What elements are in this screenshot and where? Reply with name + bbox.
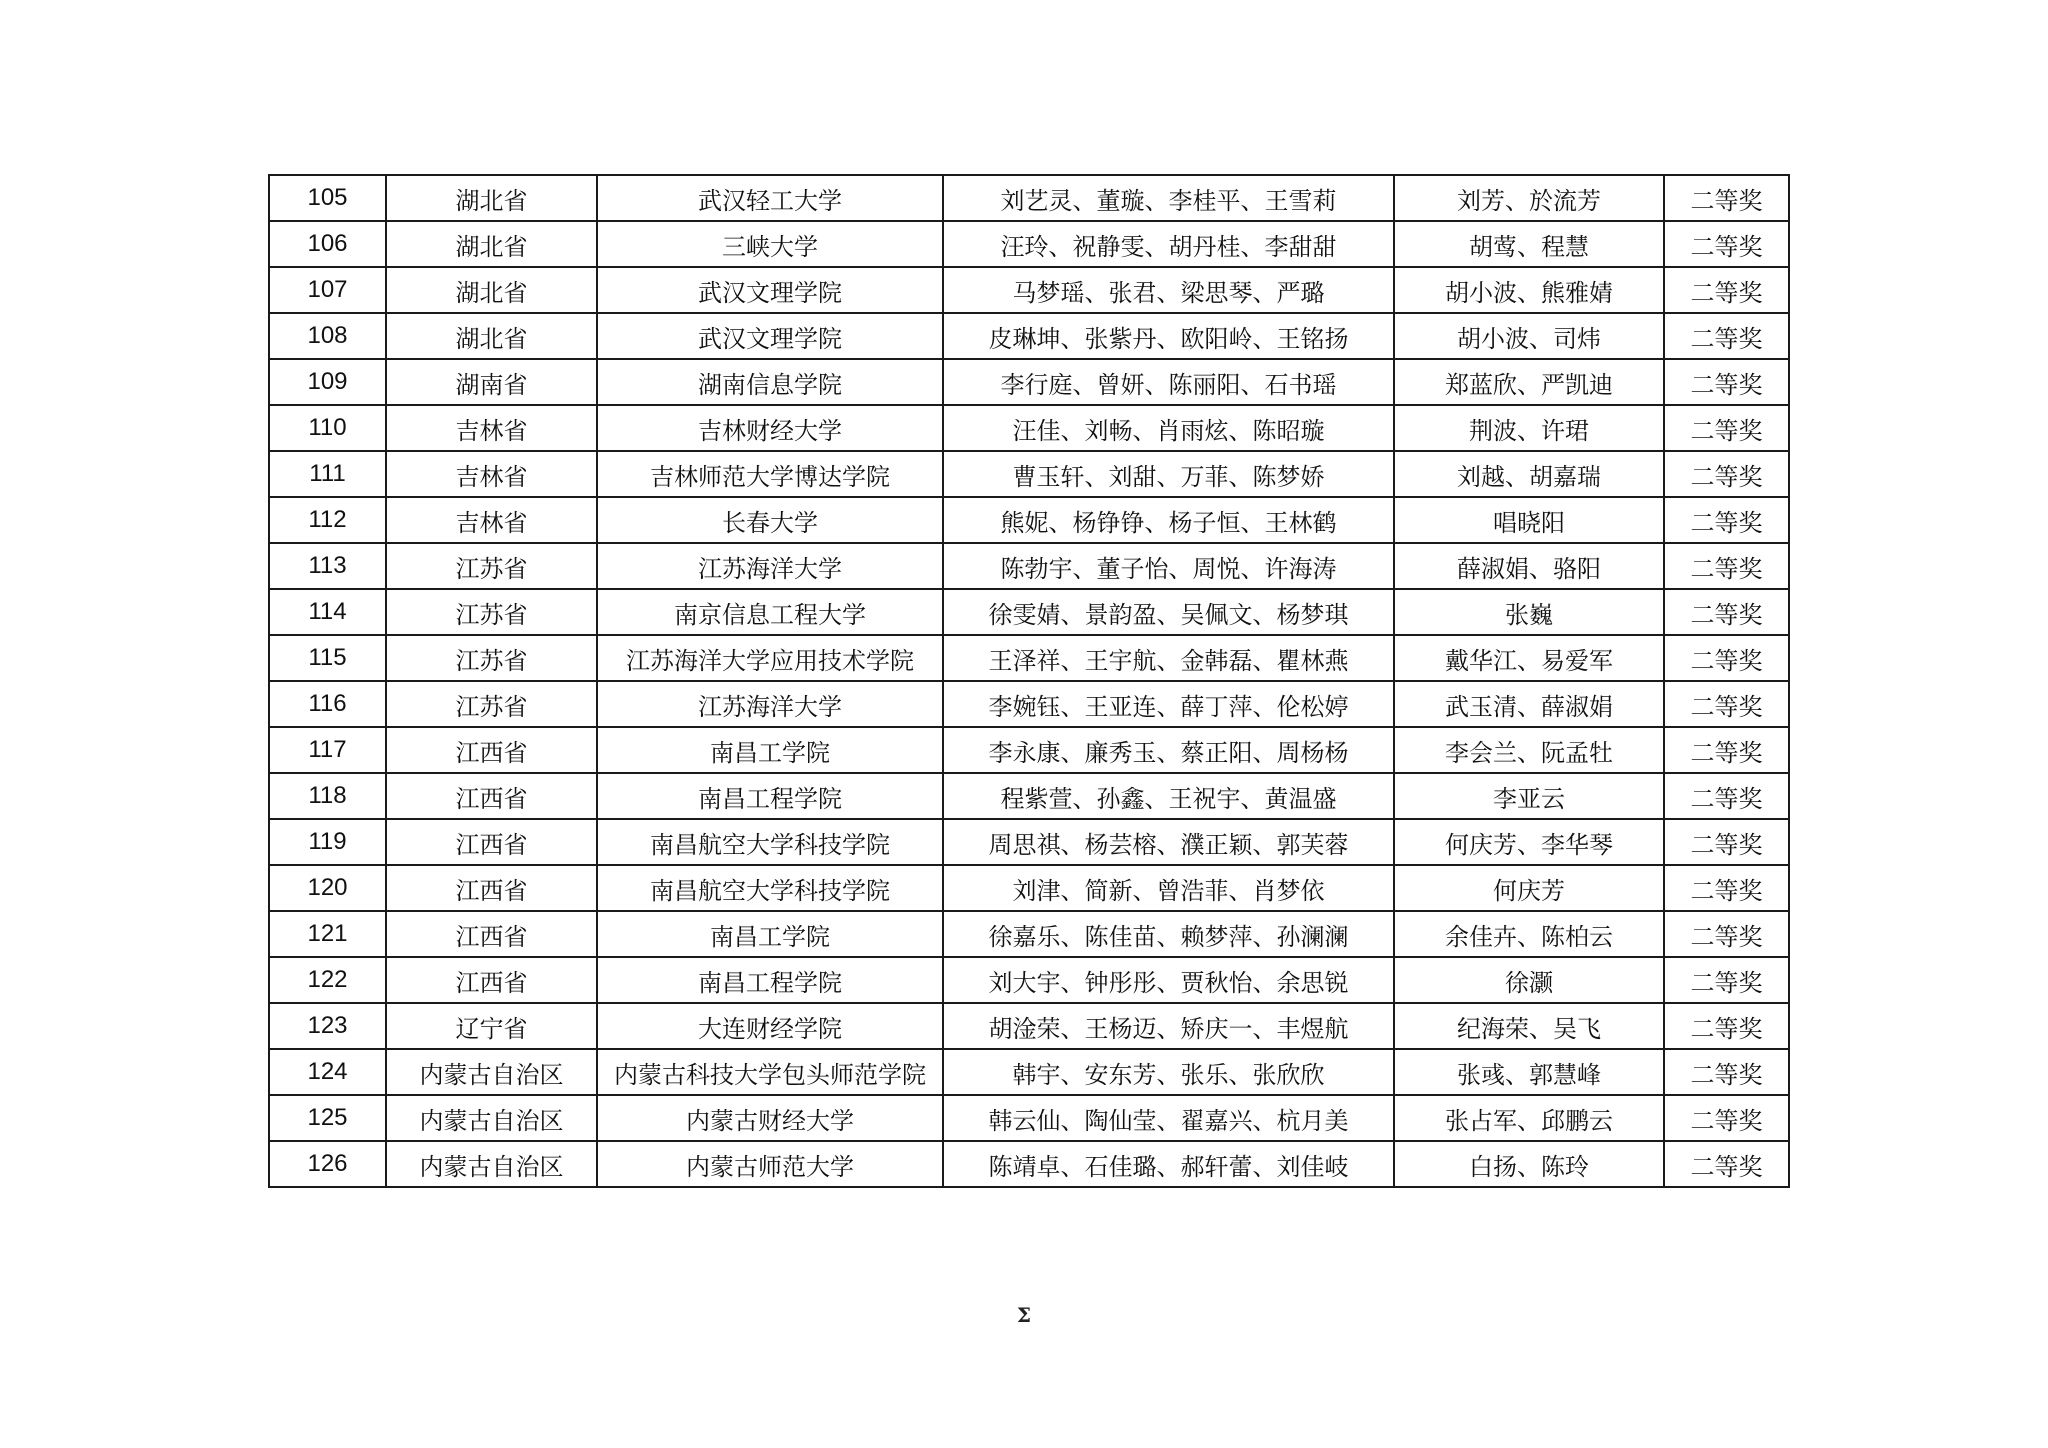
province-cell: 内蒙古自治区 [386,1049,597,1095]
school-cell: 吉林财经大学 [597,405,943,451]
province-cell: 湖北省 [386,175,597,221]
table-row [269,819,1789,865]
row-number: 121 [269,911,386,957]
award-cell: 二等奖 [1664,1141,1789,1187]
province-cell: 江苏省 [386,635,597,681]
award-cell: 二等奖 [1664,819,1789,865]
row-number: 116 [269,681,386,727]
province-cell: 江苏省 [386,543,597,589]
students-cell: 王泽祥、王宇航、金韩磊、瞿林燕 [943,635,1394,681]
school-cell: 武汉文理学院 [597,313,943,359]
award-cell: 二等奖 [1664,405,1789,451]
students-cell: 李婉钰、王亚连、薛丁萍、伦松婷 [943,681,1394,727]
award-cell: 二等奖 [1664,1049,1789,1095]
province-cell: 湖北省 [386,267,597,313]
province-cell: 湖北省 [386,221,597,267]
advisors-cell: 李会兰、阮孟牡 [1394,727,1664,773]
students-cell: 刘大宇、钟彤彤、贾秋怡、余思锐 [943,957,1394,1003]
row-number: 120 [269,865,386,911]
table-row [269,957,1789,1003]
students-cell: 刘艺灵、董璇、李桂平、王雪莉 [943,175,1394,221]
advisors-cell: 胡小波、熊雅婧 [1394,267,1664,313]
province-cell: 江西省 [386,819,597,865]
province-cell: 江西省 [386,957,597,1003]
advisors-cell: 白扬、陈玲 [1394,1141,1664,1187]
province-cell: 江西省 [386,911,597,957]
school-cell: 内蒙古财经大学 [597,1095,943,1141]
award-cell: 二等奖 [1664,359,1789,405]
advisors-cell: 郑蓝欣、严凯迪 [1394,359,1664,405]
award-cell: 二等奖 [1664,267,1789,313]
table-row [269,773,1789,819]
students-cell: 刘津、简新、曾浩菲、肖梦依 [943,865,1394,911]
students-cell: 徐嘉乐、陈佳苗、赖梦萍、孙澜澜 [943,911,1394,957]
school-cell: 内蒙古科技大学包头师范学院 [597,1049,943,1095]
school-cell: 南昌航空大学科技学院 [597,819,943,865]
row-number: 118 [269,773,386,819]
students-cell: 曹玉轩、刘甜、万菲、陈梦娇 [943,451,1394,497]
table-row [269,313,1789,359]
award-cell: 二等奖 [1664,865,1789,911]
row-number: 108 [269,313,386,359]
school-cell: 武汉轻工大学 [597,175,943,221]
students-cell: 汪佳、刘畅、肖雨炫、陈昭璇 [943,405,1394,451]
school-cell: 南京信息工程大学 [597,589,943,635]
students-cell: 韩宇、安东芳、张乐、张欣欣 [943,1049,1394,1095]
row-number: 111 [269,451,386,497]
advisors-cell: 刘越、胡嘉瑞 [1394,451,1664,497]
school-cell: 湖南信息学院 [597,359,943,405]
advisors-cell: 刘芳、於流芳 [1394,175,1664,221]
award-cell: 二等奖 [1664,221,1789,267]
row-number: 126 [269,1141,386,1187]
table-row [269,543,1789,589]
province-cell: 吉林省 [386,405,597,451]
school-cell: 大连财经学院 [597,1003,943,1049]
table-row [269,405,1789,451]
advisors-cell: 张巍 [1394,589,1664,635]
students-cell: 李永康、廉秀玉、蔡正阳、周杨杨 [943,727,1394,773]
award-cell: 二等奖 [1664,589,1789,635]
school-cell: 南昌工学院 [597,727,943,773]
advisors-cell: 戴华江、易爱军 [1394,635,1664,681]
table-row [269,359,1789,405]
table-row [269,589,1789,635]
row-number: 110 [269,405,386,451]
row-number: 122 [269,957,386,1003]
students-cell: 熊妮、杨铮铮、杨子恒、王林鹤 [943,497,1394,543]
province-cell: 吉林省 [386,451,597,497]
advisors-cell: 武玉清、薛淑娟 [1394,681,1664,727]
row-number: 123 [269,1003,386,1049]
row-number: 124 [269,1049,386,1095]
advisors-cell: 何庆芳、李华琴 [1394,819,1664,865]
province-cell: 江苏省 [386,589,597,635]
row-number: 117 [269,727,386,773]
advisors-cell: 薛淑娟、骆阳 [1394,543,1664,589]
students-cell: 皮琳坤、张紫丹、欧阳岭、王铭扬 [943,313,1394,359]
table-row [269,451,1789,497]
advisors-cell: 余佳卉、陈柏云 [1394,911,1664,957]
table-row [269,1003,1789,1049]
row-number: 106 [269,221,386,267]
province-cell: 湖南省 [386,359,597,405]
province-cell: 内蒙古自治区 [386,1095,597,1141]
advisors-cell: 纪海荣、吴飞 [1394,1003,1664,1049]
advisors-cell: 张占军、邱鹏云 [1394,1095,1664,1141]
award-cell: 二等奖 [1664,911,1789,957]
school-cell: 吉林师范大学博达学院 [597,451,943,497]
table-row [269,1141,1789,1187]
province-cell: 江西省 [386,727,597,773]
table-row [269,681,1789,727]
table-row [269,1049,1789,1095]
students-cell: 胡淦荣、王杨迈、矫庆一、丰煜航 [943,1003,1394,1049]
award-cell: 二等奖 [1664,1095,1789,1141]
province-cell: 江西省 [386,865,597,911]
table-row [269,727,1789,773]
award-cell: 二等奖 [1664,681,1789,727]
row-number: 105 [269,175,386,221]
award-table [268,174,1790,1188]
table-row [269,635,1789,681]
row-number: 114 [269,589,386,635]
advisors-cell: 张彧、郭慧峰 [1394,1049,1664,1095]
award-cell: 二等奖 [1664,451,1789,497]
award-cell: 二等奖 [1664,497,1789,543]
students-cell: 陈靖卓、石佳璐、郝轩蕾、刘佳岐 [943,1141,1394,1187]
award-cell: 二等奖 [1664,175,1789,221]
row-number: 119 [269,819,386,865]
school-cell: 内蒙古师范大学 [597,1141,943,1187]
students-cell: 马梦瑶、张君、梁思琴、严璐 [943,267,1394,313]
school-cell: 南昌工程学院 [597,773,943,819]
advisors-cell: 徐灏 [1394,957,1664,1003]
students-cell: 陈勃宇、董子怡、周悦、许海涛 [943,543,1394,589]
row-number: 112 [269,497,386,543]
row-number: 125 [269,1095,386,1141]
row-number: 115 [269,635,386,681]
award-cell: 二等奖 [1664,1003,1789,1049]
school-cell: 江苏海洋大学 [597,681,943,727]
school-cell: 南昌工学院 [597,911,943,957]
award-cell: 二等奖 [1664,727,1789,773]
students-cell: 程紫萱、孙鑫、王祝宇、黄温盛 [943,773,1394,819]
advisors-cell: 何庆芳 [1394,865,1664,911]
province-cell: 湖北省 [386,313,597,359]
school-cell: 长春大学 [597,497,943,543]
table-row [269,175,1789,221]
students-cell: 周思祺、杨芸榕、濮正颖、郭芙蓉 [943,819,1394,865]
table-row [269,911,1789,957]
school-cell: 三峡大学 [597,221,943,267]
students-cell: 李行庭、曾妍、陈丽阳、石书瑶 [943,359,1394,405]
school-cell: 江苏海洋大学 [597,543,943,589]
award-cell: 二等奖 [1664,773,1789,819]
advisors-cell: 唱晓阳 [1394,497,1664,543]
school-cell: 南昌工程学院 [597,957,943,1003]
students-cell: 韩云仙、陶仙莹、翟嘉兴、杭月美 [943,1095,1394,1141]
award-cell: 二等奖 [1664,635,1789,681]
advisors-cell: 李亚云 [1394,773,1664,819]
table-row [269,497,1789,543]
province-cell: 江西省 [386,773,597,819]
advisors-cell: 胡小波、司炜 [1394,313,1664,359]
province-cell: 辽宁省 [386,1003,597,1049]
students-cell: 汪玲、祝静雯、胡丹桂、李甜甜 [943,221,1394,267]
province-cell: 江苏省 [386,681,597,727]
advisors-cell: 荆波、许珺 [1394,405,1664,451]
province-cell: 吉林省 [386,497,597,543]
table-row [269,1095,1789,1141]
award-cell: 二等奖 [1664,957,1789,1003]
school-cell: 江苏海洋大学应用技术学院 [597,635,943,681]
row-number: 113 [269,543,386,589]
students-cell: 徐雯婧、景韵盈、吴佩文、杨梦琪 [943,589,1394,635]
page-number: Σ [1016,1303,1032,1327]
row-number: 107 [269,267,386,313]
award-cell: 二等奖 [1664,543,1789,589]
advisors-cell: 胡莺、程慧 [1394,221,1664,267]
table-row [269,221,1789,267]
school-cell: 武汉文理学院 [597,267,943,313]
table-row [269,865,1789,911]
award-table-body [269,175,1789,1187]
school-cell: 南昌航空大学科技学院 [597,865,943,911]
table-row [269,267,1789,313]
province-cell: 内蒙古自治区 [386,1141,597,1187]
award-cell: 二等奖 [1664,313,1789,359]
row-number: 109 [269,359,386,405]
